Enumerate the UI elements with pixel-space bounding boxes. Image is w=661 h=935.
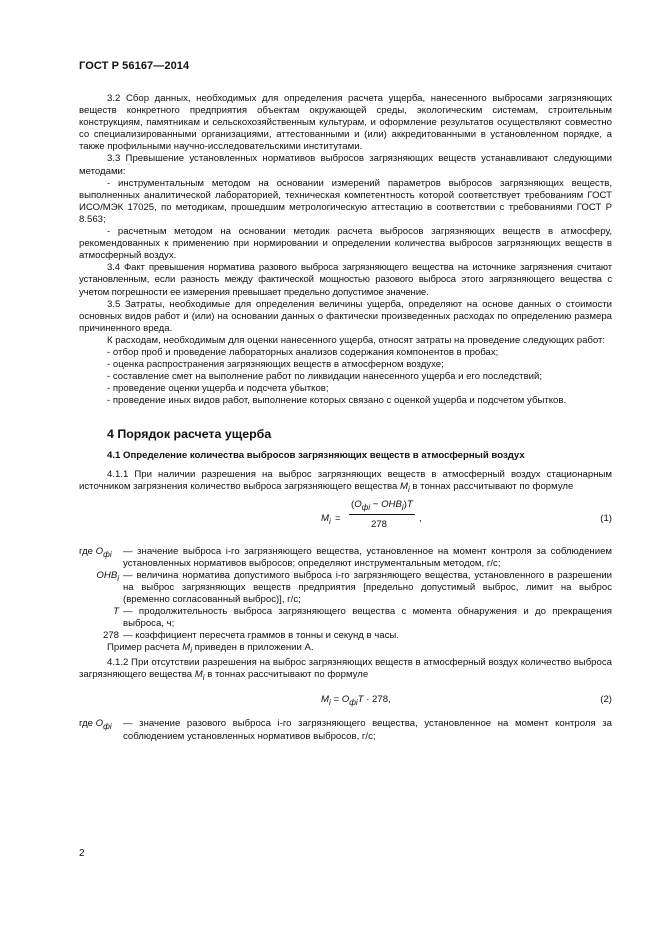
- document-body: [79, 93, 612, 743]
- page-number: 2: [79, 848, 85, 859]
- section-heading-4: 4 Порядок расчета ущерба: [107, 427, 272, 442]
- formula-number: (2): [600, 694, 612, 706]
- paragraph-4-1-1: 4.1.1 При наличии разрешения на выброс загрязняющих веществ в атмосферный воздух стационарным источником загрязнения количество выброса загрязняющего вещества $M_i$ в тоннах рассчитывают по формуле: [79, 468, 612, 494]
- definition-item: $ОНВ_i$ — величина норматива допустимого выброса i-го загрязняющего вещества, установленного в разрешении на выброс загрязняющих веществ предприятия [предельно допустимый выброс, лимит на выброс (временно согласованный выброс)], г/с;: [96, 569, 612, 605]
- definitions-formula-2: [79, 718, 612, 742]
- formula-number: (1): [600, 512, 612, 524]
- definition-item: T — продолжительность выброса загрязняющего вещества с момента обнаружения и до прекращения выброса, ч;: [113, 606, 612, 630]
- list-item-instrumental-method: - инструментальным методом на основании измерений параметров выбросов загрязняющих веществ, выполненных аналитической лабораторией, техническая компетентность которой соответствует требованиям ГОСТ ИСО/МЭК 17025, по методикам, прошедшим метрологическую аттестацию в соответствии с требованиями ГОСТ Р 8.563;: [79, 177, 612, 225]
- definition-item: 278 — коэффициент пересчета граммов в тонны и секунд в часы.: [102, 630, 399, 642]
- list-item: - проведение оценки ущерба и подсчета убытков;: [107, 383, 329, 395]
- paragraph-3-4: 3.4 Факт превышения норматива разового выброса загрязняющего вещества на источнике загрязнения считают установленным, если разность между фактической мощностью разового выброса этого загрязняющего вещества с учетом погрешности ее измерения превышает предельно допустимое значение.: [79, 262, 612, 298]
- fraction-bar: [349, 514, 415, 515]
- paragraph-example: Пример расчета $M_i$ приведен в приложении А.: [107, 642, 314, 656]
- definitions-formula-1: [79, 546, 612, 643]
- formula-expression: $M_i = O_{фi}T \cdot 278$,: [321, 694, 391, 708]
- variable-m: M: [399, 480, 408, 492]
- formula-1: $M_i$ = $(O_{фi} - ОНВ_i)T$ 278 , (1): [321, 498, 612, 530]
- standard-designation: ГОСТ Р 56167—2014: [79, 60, 190, 72]
- formula-lhs: $M_i$: [321, 512, 331, 526]
- list-item: - отбор проб и проведение лабораторных анализов содержания компонентов в пробах;: [107, 346, 499, 358]
- formula-numerator: $(O_{фi} - ОНВ_i)T$: [351, 498, 413, 512]
- paragraph-3-3: 3.3 Превышение установленных нормативов выбросов загрязняющих веществ устанавливают следующими методами:: [79, 153, 612, 177]
- formula-denominator: 278: [371, 518, 388, 530]
- paragraph-3-2: 3.2 Сбор данных, необходимых для определения расчета ущерба, нанесенного выбросами загрязняющих веществ конкретного предприятия объектам окружающей среды, экологическим системам, строительным конструкциям, памятникам и сельскохозяйственным культурам, и оформление результатов осуществляют совместно со специализированными организациями, аттестованными и (или) аккредитованными в установленном порядке, а также профильными научно-исследовательскими институтами.: [79, 93, 612, 153]
- list-item: - составление смет на выполнение работ по ликвидации нанесенного ущерба и его последствий;: [107, 371, 543, 383]
- subsection-heading-4-1: 4.1 Определение количества выбросов загрязняющих веществ в атмосферный воздух: [107, 450, 525, 462]
- list-item-calculation-method: - расчетным методом на основании методик расчета выбросов загрязняющих веществ в атмосферу, рекомендованных к применению при нормировании и определении количества выбросов загрязняющих веществ в атмосферный воздух.: [79, 226, 612, 262]
- paragraph-3-5: 3.5 Затраты, необходимые для определения величины ущерба, определяют на основе данных о стоимости основных видов работ и (или) на основании данных о фактически произведенных расходах по определению размера причиненного вреда.: [79, 298, 612, 334]
- paragraph-costs: К расходам, необходимым для оценки нанесенного ущерба, относят затраты на проведение следующих работ:: [107, 334, 606, 346]
- formula-2: [79, 690, 612, 714]
- definition-item: где $O_{фi}$ — значение разового выброса i-го загрязняющего вещества, установленное на момент контроля за соблюдением установленных нормативов выбросов, г/с;: [79, 718, 612, 742]
- paragraph-4-1-2: 4.1.2 При отсутствии разрешения на выброс загрязняющих веществ в атмосферный воздух количество выброса загрязняющего вещества $M_i$ в тоннах рассчитывают по формуле: [79, 657, 612, 683]
- definition-item: где $O_{фi}$ — значение выброса i-го загрязняющего вещества, установленное на момент контроля за соблюдением установленных нормативов выбросов; определяют инструментальным методом, г/с;: [79, 545, 612, 569]
- list-item: - оценка распространения загрязняющих веществ в атмосферном воздухе;: [107, 359, 444, 371]
- formula-equals: =: [335, 512, 341, 524]
- list-item: - проведение иных видов работ, выполнение которых связано с оценкой ущерба и подсчетом убытков.: [107, 395, 567, 407]
